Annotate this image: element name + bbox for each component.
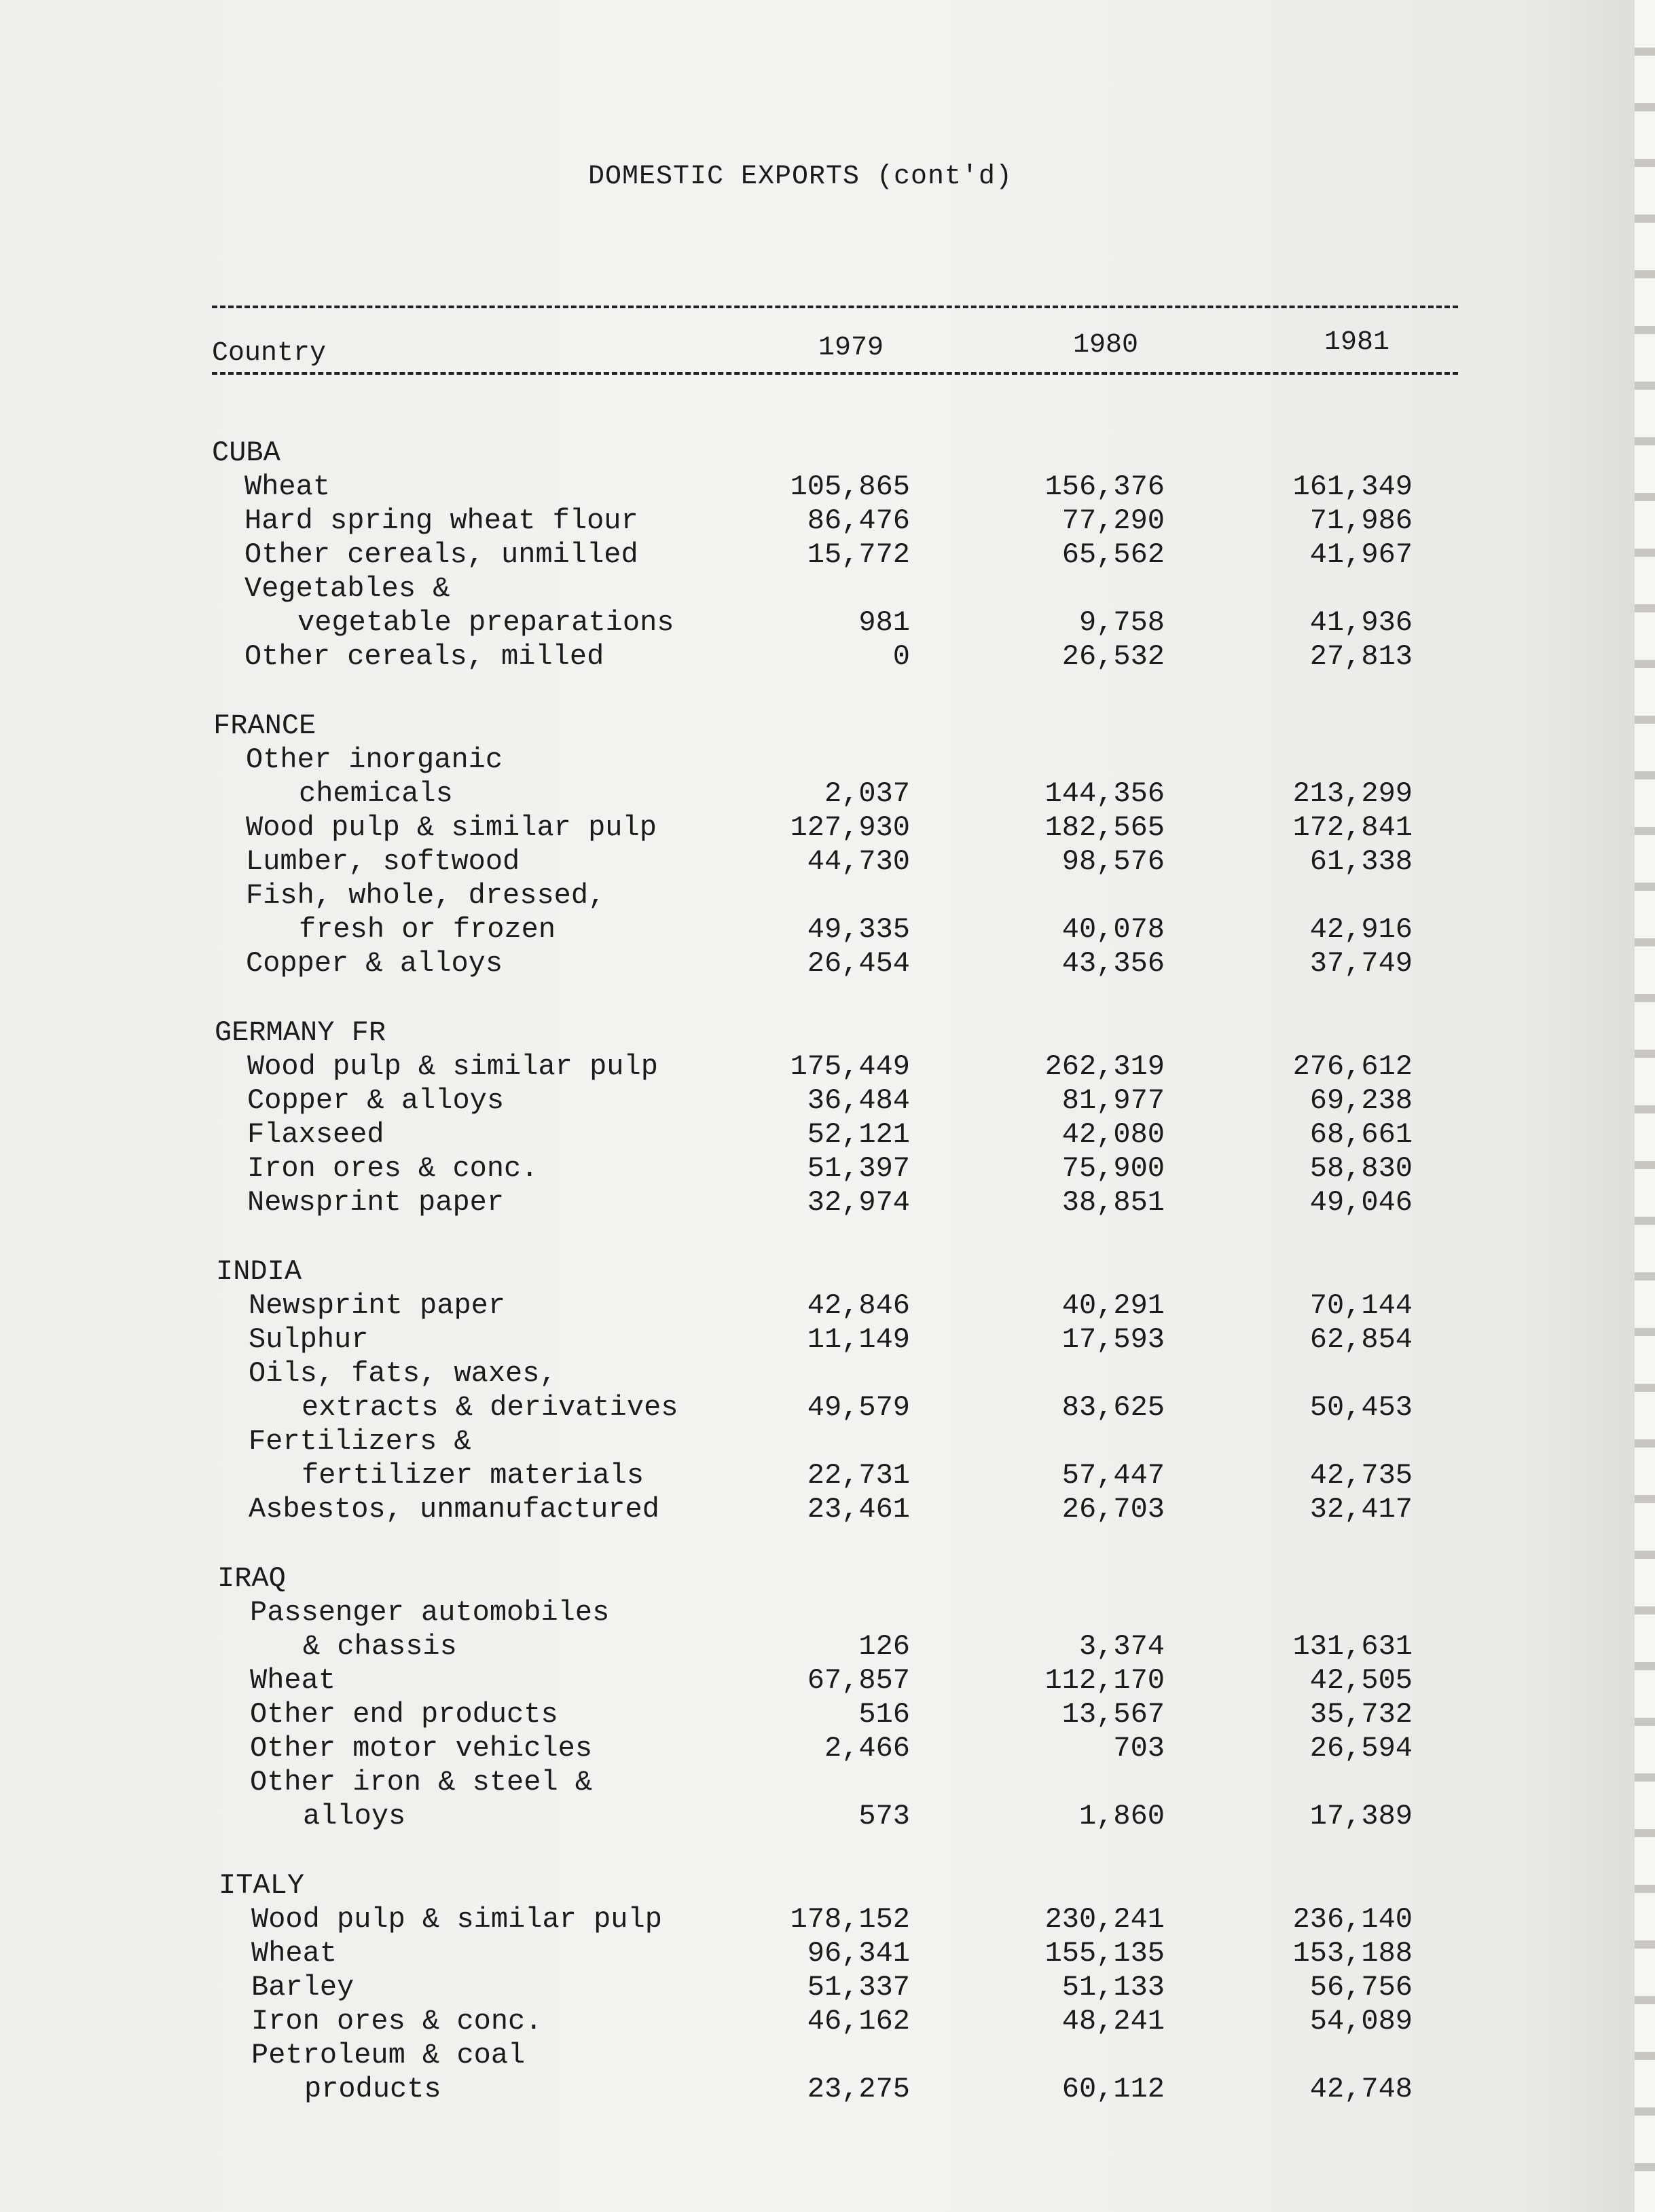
table-row: [0, 1731, 1655, 1765]
table-row: [0, 1151, 1655, 1185]
commodity-label: Newsprint paper: [247, 1186, 505, 1219]
commodity-label: Passenger automobiles: [250, 1596, 610, 1629]
commodity-label: Other inorganic: [246, 743, 503, 776]
value-1980: 98,576: [1061, 845, 1165, 878]
value-1979: 86,476: [807, 504, 910, 537]
value-1981: 70,144: [1309, 1289, 1413, 1322]
table-row: [0, 845, 1655, 879]
table-row-label-continuation: [0, 879, 1655, 913]
table-row: [0, 504, 1655, 538]
value-1979: 105,865: [790, 471, 910, 503]
commodity-label: Hard spring wheat flour: [244, 504, 638, 537]
commodity-label: Wheat: [251, 1937, 338, 1970]
table-row: [0, 1323, 1655, 1357]
column-header-1981: 1981: [1324, 327, 1390, 358]
value-1980: 48,241: [1061, 2005, 1165, 2038]
commodity-label: Other iron & steel &: [250, 1766, 593, 1799]
commodity-label: fresh or frozen: [299, 913, 556, 946]
value-1980: 60,112: [1061, 2073, 1165, 2105]
value-1980: 182,565: [1044, 811, 1165, 844]
table-row-label-continuation: [0, 1765, 1655, 1799]
value-1981: 213,299: [1292, 777, 1413, 810]
table-row-label-continuation: [0, 1357, 1655, 1390]
table-row: [0, 1289, 1655, 1323]
value-1979: 573: [858, 1800, 910, 1832]
commodity-label: Iron ores & conc.: [247, 1152, 539, 1185]
value-1981: 42,748: [1309, 2073, 1413, 2105]
table-row: [0, 1390, 1655, 1424]
value-1979: 127,930: [790, 811, 910, 844]
value-1981: 35,732: [1309, 1698, 1413, 1731]
commodity-label: Fish, whole, dressed,: [246, 879, 606, 912]
commodity-label: Wood pulp & similar pulp: [247, 1050, 658, 1083]
value-1980: 83,625: [1061, 1391, 1165, 1424]
value-1980: 17,593: [1061, 1323, 1165, 1356]
country-heading: [0, 709, 1655, 743]
country-name: CUBA: [212, 437, 280, 469]
table-row-label-continuation: [0, 743, 1655, 777]
table-row: [0, 811, 1655, 845]
value-1979: 51,397: [807, 1152, 910, 1185]
country-heading: [0, 1868, 1655, 1902]
value-1980: 40,078: [1061, 913, 1165, 946]
value-1979: 36,484: [807, 1084, 910, 1117]
value-1980: 65,562: [1061, 538, 1165, 571]
value-1979: 51,337: [807, 1971, 910, 2004]
table-row: [0, 1050, 1655, 1084]
table-row: [0, 1970, 1655, 2004]
country-heading: [0, 436, 1655, 470]
value-1981: 37,749: [1309, 947, 1413, 980]
commodity-label: chemicals: [299, 777, 453, 810]
value-1980: 77,290: [1061, 504, 1165, 537]
commodity-label: Asbestos, unmanufactured: [249, 1493, 659, 1526]
country-name: INDIA: [216, 1255, 302, 1288]
table-row: [0, 1492, 1655, 1526]
table-row-label-continuation: [0, 1424, 1655, 1458]
value-1981: 42,916: [1309, 913, 1413, 946]
table-row: [0, 2072, 1655, 2106]
value-1979: 178,152: [790, 1903, 910, 1936]
table-row-label-continuation: [0, 2038, 1655, 2072]
table-row: [0, 1458, 1655, 1492]
table-row-label-continuation: [0, 1596, 1655, 1629]
value-1980: 26,703: [1061, 1493, 1165, 1526]
value-1981: 42,735: [1309, 1459, 1413, 1492]
value-1979: 49,579: [807, 1391, 910, 1424]
value-1979: 981: [858, 606, 910, 639]
value-1980: 75,900: [1061, 1152, 1165, 1185]
commodity-label: Wheat: [250, 1664, 336, 1697]
commodity-label: Other cereals, unmilled: [244, 538, 638, 571]
value-1981: 41,967: [1309, 538, 1413, 571]
value-1981: 42,505: [1309, 1664, 1413, 1697]
country-name: ITALY: [219, 1869, 305, 1902]
table-row: [0, 1185, 1655, 1219]
value-1979: 516: [858, 1698, 910, 1731]
country-name: GERMANY FR: [215, 1016, 386, 1049]
value-1981: 71,986: [1309, 504, 1413, 537]
value-1980: 57,447: [1061, 1459, 1165, 1492]
table-row: [0, 2004, 1655, 2038]
commodity-label: Wood pulp & similar pulp: [251, 1903, 662, 1936]
country-heading: [0, 1562, 1655, 1596]
value-1980: 81,977: [1061, 1084, 1165, 1117]
value-1979: 49,335: [807, 913, 910, 946]
table-row: [0, 1084, 1655, 1118]
table-row: [0, 946, 1655, 980]
table-row: [0, 1697, 1655, 1731]
value-1980: 230,241: [1044, 1903, 1165, 1936]
table-row: [0, 1902, 1655, 1936]
table-row: [0, 1118, 1655, 1151]
value-1981: 26,594: [1309, 1732, 1413, 1765]
value-1980: 43,356: [1061, 947, 1165, 980]
value-1981: 161,349: [1292, 471, 1413, 503]
value-1979: 67,857: [807, 1664, 910, 1697]
commodity-label: Iron ores & conc.: [251, 2005, 543, 2038]
value-1981: 62,854: [1309, 1323, 1413, 1356]
value-1979: 26,454: [807, 947, 910, 980]
value-1979: 44,730: [807, 845, 910, 878]
table-row: [0, 1663, 1655, 1697]
commodity-label: fertilizer materials: [302, 1459, 644, 1492]
value-1981: 17,389: [1309, 1800, 1413, 1832]
commodity-label: Barley: [251, 1971, 354, 2004]
commodity-label: Other cereals, milled: [244, 640, 604, 673]
commodity-label: & chassis: [303, 1630, 457, 1663]
value-1981: 61,338: [1309, 845, 1413, 878]
value-1979: 42,846: [807, 1289, 910, 1322]
page-title: DOMESTIC EXPORTS (cont'd): [587, 162, 1013, 192]
table-row: [0, 470, 1655, 504]
value-1980: 703: [1113, 1732, 1165, 1765]
value-1979: 15,772: [807, 538, 910, 571]
value-1981: 236,140: [1292, 1903, 1413, 1936]
commodity-label: products: [304, 2073, 441, 2105]
table-row: [0, 1936, 1655, 1970]
commodity-label: vegetable preparations: [297, 606, 674, 639]
value-1980: 9,758: [1078, 606, 1165, 639]
value-1981: 56,756: [1309, 1971, 1413, 2004]
value-1981: 27,813: [1309, 640, 1413, 673]
commodity-label: Petroleum & coal: [251, 2039, 526, 2071]
value-1979: 22,731: [807, 1459, 910, 1492]
value-1979: 2,037: [824, 777, 910, 810]
commodity-label: Vegetables &: [244, 572, 450, 605]
value-1981: 32,417: [1309, 1493, 1413, 1526]
value-1979: 126: [858, 1630, 910, 1663]
value-1980: 26,532: [1061, 640, 1165, 673]
commodity-label: Flaxseed: [247, 1118, 384, 1151]
value-1981: 172,841: [1292, 811, 1413, 844]
commodity-label: Copper & alloys: [247, 1084, 505, 1117]
commodity-label: Newsprint paper: [249, 1289, 506, 1322]
value-1981: 49,046: [1309, 1186, 1413, 1219]
value-1979: 32,974: [807, 1186, 910, 1219]
value-1979: 96,341: [807, 1937, 910, 1970]
commodity-label: Wheat: [244, 471, 331, 503]
commodity-label: Oils, fats, waxes,: [249, 1357, 557, 1390]
value-1980: 144,356: [1044, 777, 1165, 810]
value-1981: 54,089: [1309, 2005, 1413, 2038]
value-1981: 58,830: [1309, 1152, 1413, 1185]
value-1979: 175,449: [790, 1050, 910, 1083]
commodity-label: alloys: [303, 1800, 406, 1832]
value-1981: 69,238: [1309, 1084, 1413, 1117]
commodity-label: extracts & derivatives: [302, 1391, 678, 1424]
table-row-label-continuation: [0, 572, 1655, 606]
column-header-1980: 1980: [1073, 330, 1139, 361]
table-row: [0, 640, 1655, 674]
value-1979: 46,162: [807, 2005, 910, 2038]
table-row: [0, 1629, 1655, 1663]
country-name: FRANCE: [213, 709, 316, 742]
value-1979: 11,149: [807, 1323, 910, 1356]
value-1979: 0: [892, 640, 910, 673]
commodity-label: Fertilizers &: [249, 1425, 471, 1458]
column-header-country: Country: [212, 338, 327, 369]
commodity-label: Sulphur: [249, 1323, 369, 1356]
value-1980: 155,135: [1044, 1937, 1165, 1970]
value-1980: 1,860: [1078, 1800, 1165, 1832]
commodity-label: Other end products: [250, 1698, 558, 1731]
commodity-label: Wood pulp & similar pulp: [246, 811, 657, 844]
value-1979: 2,466: [824, 1732, 910, 1765]
column-header-1979: 1979: [818, 333, 884, 363]
country-name: IRAQ: [217, 1562, 286, 1595]
commodity-label: Lumber, softwood: [246, 845, 520, 878]
value-1981: 276,612: [1292, 1050, 1413, 1083]
value-1981: 41,936: [1309, 606, 1413, 639]
table-row: [0, 538, 1655, 572]
table-row: [0, 777, 1655, 811]
table-row: [0, 913, 1655, 946]
table-row: [0, 606, 1655, 640]
value-1979: 23,461: [807, 1493, 910, 1526]
value-1980: 40,291: [1061, 1289, 1165, 1322]
value-1980: 156,376: [1044, 471, 1165, 503]
value-1979: 23,275: [807, 2073, 910, 2105]
value-1980: 262,319: [1044, 1050, 1165, 1083]
value-1980: 51,133: [1061, 1971, 1165, 2004]
commodity-label: Copper & alloys: [246, 947, 503, 980]
value-1979: 52,121: [807, 1118, 910, 1151]
value-1981: 68,661: [1309, 1118, 1413, 1151]
value-1981: 153,188: [1292, 1937, 1413, 1970]
value-1980: 38,851: [1061, 1186, 1165, 1219]
table-row: [0, 1799, 1655, 1833]
value-1981: 50,453: [1309, 1391, 1413, 1424]
value-1980: 42,080: [1061, 1118, 1165, 1151]
country-heading: [0, 1016, 1655, 1050]
commodity-label: Other motor vehicles: [250, 1732, 593, 1765]
value-1980: 3,374: [1078, 1630, 1165, 1663]
value-1980: 112,170: [1044, 1664, 1165, 1697]
value-1980: 13,567: [1061, 1698, 1165, 1731]
country-heading: [0, 1255, 1655, 1289]
value-1981: 131,631: [1292, 1630, 1413, 1663]
